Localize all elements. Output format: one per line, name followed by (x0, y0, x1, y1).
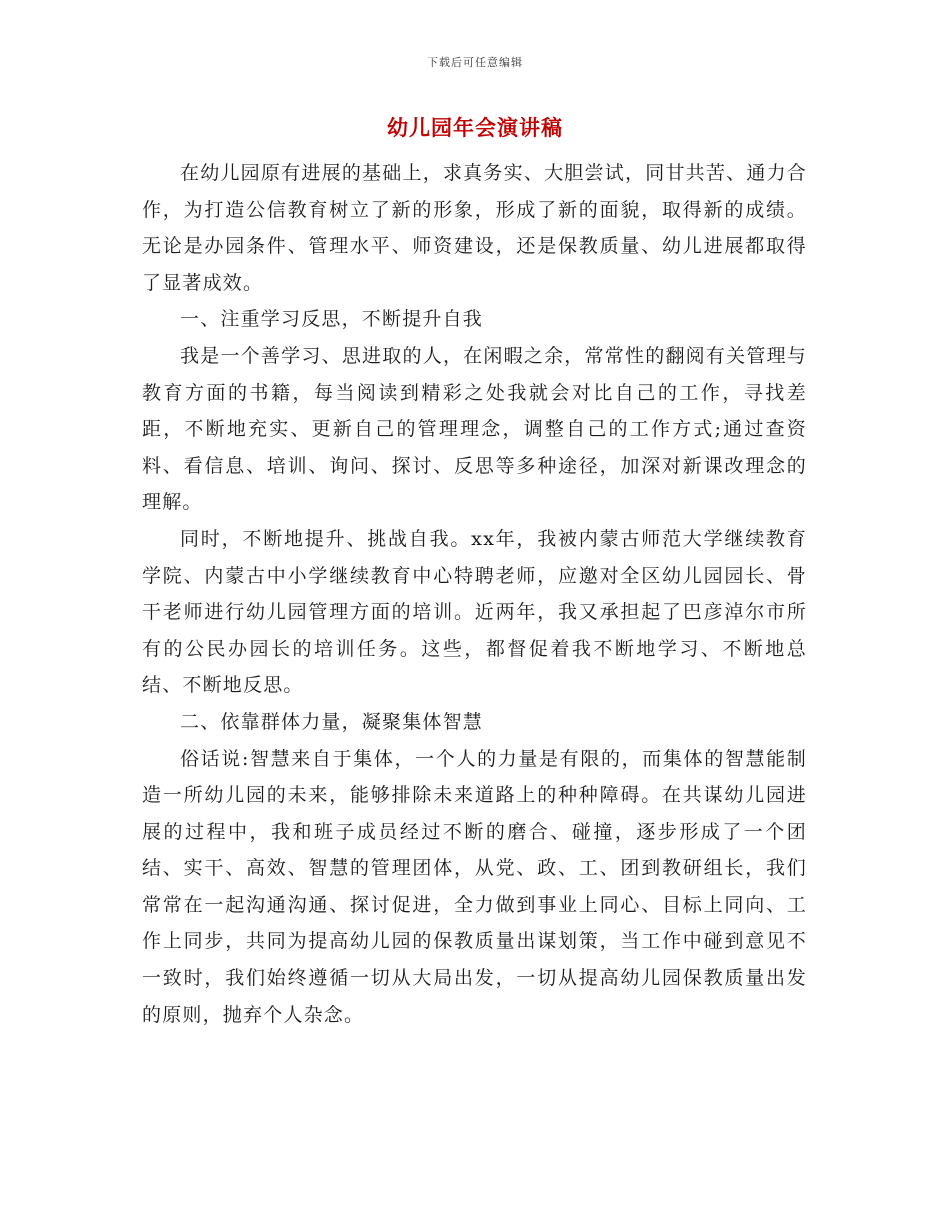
paragraph-learning: 我是一个善学习、思进取的人，在闲暇之余，常常性的翻阅有关管理与教育方面的书籍，每当阅读到精彩之处我就会对比自己的工作，寻找差距，不断地充实、更新自己的管理理念，调整自己的工作方式;通过查资料、看信息、培训、询问、探讨、反思等多种途径，加深对新课改理念的理解。 (142, 344, 807, 514)
section-heading-1: 一、注重学习反思，不断提升自我 (180, 308, 484, 331)
section-heading-2: 二、依靠群体力量，凝聚集体智慧 (180, 710, 484, 733)
header-note: 下载后可任意编辑 (427, 56, 523, 69)
paragraph-intro: 在幼儿园原有进展的基础上，求真务实、大胆尝试，同甘共苦、通力合作，为打造公信教育树立了新的形象，形成了新的面貌，取得新的成绩。无论是办园条件、管理水平、师资建设，还是保教质量、幼儿进展都取得了显著成效。 (142, 162, 807, 294)
document-title: 幼儿园年会演讲稿 (387, 115, 563, 140)
paragraph-teamwork: 俗话说:智慧来自于集体，一个人的力量是有限的，而集体的智慧能制造一所幼儿园的未来，能够排除未来道路上的种种障碍。在共谋幼儿园进展的过程中，我和班子成员经过不断的磨合、碰撞，逐步形成了一个团结、实干、高效、智慧的管理团体，从党、政、工、团到教研组长，我们常常在一起沟通沟通、探讨促进，全力做到事业上同心、目标上同向、工作上同步，共同为提高幼儿园的保教质量出谋划策，当工作中碰到意见不一致时，我们始终遵循一切从大局出发，一切从提高幼儿园保教质量出发的原则，抛弃个人杂念。 (142, 747, 807, 1026)
paragraph-challenge: 同时，不断地提升、挑战自我。xx年，我被内蒙古师范大学继续教育学院、内蒙古中小学继续教育中心特聘老师，应邀对全区幼儿园园长、骨干老师进行幼儿园管理方面的培训。近两年，我又承担起了巴彦淖尔市所有的公民办园长的培训任务。这些，都督促着我不断地学习、不断地总结、不断地反思。 (142, 527, 807, 697)
document-body (142, 155, 807, 1033)
